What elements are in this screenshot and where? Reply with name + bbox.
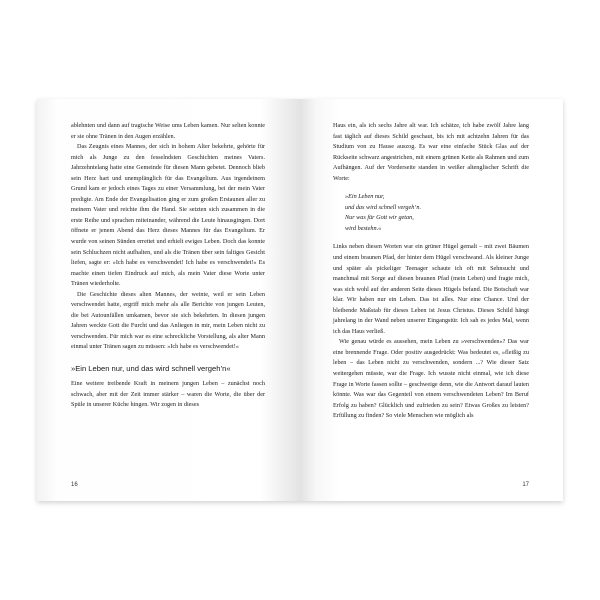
paragraph: Das Zeugnis eines Mannes, der sich in hohem Alter bekehrte, gehörte für mich als Junge zu den fesselndsten Geschichten meines Vaters. Jahrzehntelang hatte eine Gemeinde für diesen Mann gebetet. Dennoch blieb sein Herz hart und unempfänglich für das Evangelium. Aus irgendeinem Grund kam er jedoch eines Tages zu einer Versammlung, bei der mein Vater predigte. Am Ende der Evangelisation ging er zum großen Erstaunen aller zu meinem Vater und reichte ihm die Hand. Sie setzten sich zusammen in die erste Reihe und sprachen miteinander, während die Leute hinausgingen. Dort öffnete er jenem Abend das Herz dieses Mannes für das Evangelium. Er wurde von seinen Sünden errettet und erhielt ewiges Leben. Doch das konnte sein Schluchzen nicht aufhalten, und als die Tränen über sein faltiges Gesicht liefen, sagte er: »Ich habe es verschwendet! Ich habe es verschwendet!« Es machte einen tiefen Eindruck auf mich, als mein Vater diese Worte unter Tränen wiederholte. [71,143,265,288]
quote-line: »Ein Leben nur, [345,193,385,201]
paragraph: Links neben diesen Worten war ein grüner Hügel gemalt – mit zwei Bäumen und einem braunen Pfad, der hinter dem Hügel verschwand. Als kleiner Junge und später als pickeliger Teenager schaute ich oft mit Sehnsucht und manchmal mit Sorge auf diesen braunen Pfad (mein Leben) und fragte mich, was sich wohl auf der anderen Seite dieses Hügels befand. Die Botschaft war klar. Wir haben nur ein Leben. Das ist alles. Nur eine Chance. Und der bleibende Maßstab für dieses Leben ist Jesus Christus. Dieses Schild hängt jahrelang in der Wand neben unserer Eingangstür. Ich sah es jedes Mal, wenn ich das Haus verließ. [333,243,529,335]
right-page-text [333,121,529,422]
quote-line: und das wird schnell vergeh’n. [345,203,422,211]
page-number: 17 [522,482,529,488]
left-page-text [71,121,265,411]
paragraph: ablehnten und dann auf tragische Weise ums Leben kamen. Nur selten konnte er sie ohne Tränen in den Augen erzählen. [71,122,265,140]
paragraph: Die Geschichte dieses alten Mannes, der weinte, weil er sein Leben verschwendet hatte, ergriff mich mehr als alle Berichte von jungen Leuten, die bei Autounfällen umkamen, bevor sie sich bekehrten. In diesen jungen Jahren weckte Gott die Furcht und das Anliegen in mir, mein Leben nicht zu verschwenden. Für mich war es eine schreckliche Vorstellung, als alter Mann einmal unter Tränen sagen zu müssen: »Ich habe es verschwendet!« [71,290,265,351]
page-number: 16 [71,482,78,488]
poem-quote [345,192,529,234]
quote-line: wird bestehn.« [345,224,382,232]
open-book [37,99,563,501]
right-page [300,99,563,501]
left-page [37,99,300,501]
paragraph: Wie genau würde es aussehen, mein Leben zu »verschwenden«? Das war eine brennende Frage. Oder positiv ausgedrückt: Was bedeutet es, »fleißig zu leben – das Leben nicht zu verschwenden, sondern ...? Wie dieser Satz weitergehen müsste, war die Frage. Ich wusste nicht einmal, wie ich diese Frage in Worte fassen sollte – geschweige denn, wie die Antwort darauf lauten könnte. Was war das Gegenteil von einem verschwendeten Leben? Im Beruf Erfolg zu haben? Glücklich und zufrieden zu sein? Etwas Großes zu leisten? Erfüllung zu finden? So viele Menschen wie möglich als [333,338,529,420]
quote-line: Nur was für Gott wir getan, [345,214,414,222]
paragraph: Haus ein, als ich sechs Jahre alt war. Ich schätze, ich habe zwölf Jahre lang fast täglich auf dieses Schild geschaut, bis ich mit achtzehn Jahren für das Studium von zu Hause auszog. Es war eine einfache Stück Glas auf der Rückseite schwarz angestrichen, mit einem grünen Kette als Rahmen und zum Aufhängen. Auf der Vorderseite standen in weißer altenglischer Schrift die Worte: [333,122,529,182]
section-heading: »Ein Leben nur, und das wird schnell vergeh’n« [71,364,231,374]
paragraph: Eine weitere treibende Kraft in meinem jungen Leben – zunächst noch schwach, aber mit der Zeit immer stärker – waren die Worte, die über der Spüle in unserer Küche hingen. Wir zogen in dieses [71,380,265,409]
